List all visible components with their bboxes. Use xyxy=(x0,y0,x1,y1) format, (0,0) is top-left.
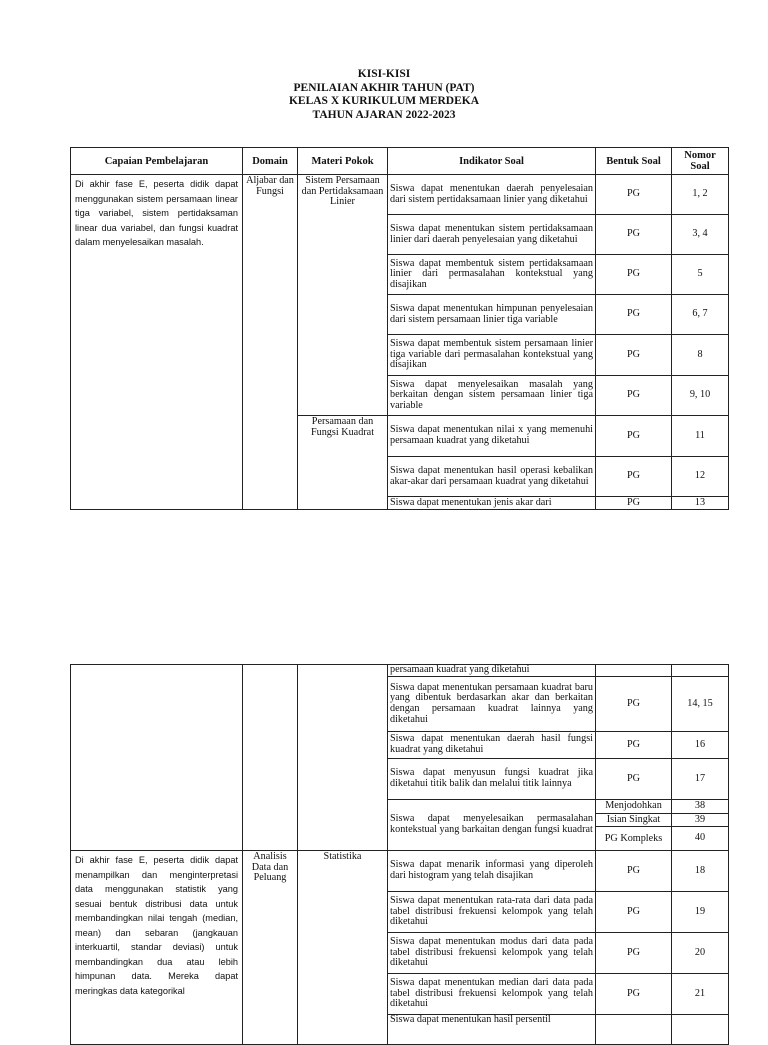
bentuk-cell: PG xyxy=(596,335,672,376)
indikator-cell: Siswa dapat menentukan jenis akar dari xyxy=(388,497,596,510)
nomor-cell: 40 xyxy=(672,827,729,851)
indikator-cell: Siswa dapat menentukan sistem pertidaksamaan linier dari daerah penyelesaian yang diketahui xyxy=(388,215,596,255)
bentuk-cell: PG xyxy=(596,677,672,732)
nomor-cell: 17 xyxy=(672,759,729,800)
bentuk-cell: PG Kompleks xyxy=(596,827,672,851)
nomor-cell: 16 xyxy=(672,732,729,759)
nomor-cell: 19 xyxy=(672,892,729,933)
nomor-cell: 8 xyxy=(672,335,729,376)
indikator-cell: Siswa dapat menentukan daerah hasil fungsi kuadrat yang diketahui xyxy=(388,732,596,759)
bentuk-cell: PG xyxy=(596,974,672,1015)
title-line-1: KISI-KISI xyxy=(357,68,411,80)
indikator-cell: Siswa dapat menentukan hasil persentil xyxy=(388,1015,596,1045)
bentuk-cell: Isian Singkat xyxy=(596,814,672,827)
kisi-kisi-table-page-1 xyxy=(70,147,729,510)
indikator-cell: Siswa dapat menentukan himpunan penyelesaian dari sistem persamaan linier tiga variable xyxy=(388,295,596,335)
nomor-cell: 6, 7 xyxy=(672,295,729,335)
indikator-cell: Siswa dapat membentuk sistem persamaan linier tiga variable dari permasalahan kontekstual yang disajikan xyxy=(388,335,596,376)
materi-cell: Sistem Persamaan dan Pertidaksamaan Linier xyxy=(298,175,388,416)
nomor-cell: 20 xyxy=(672,933,729,974)
bentuk-cell: Menjodohkan xyxy=(596,800,672,814)
bentuk-cell: PG xyxy=(596,215,672,255)
bentuk-cell: PG xyxy=(596,175,672,215)
materi-cell-empty xyxy=(298,665,388,851)
kisi-kisi-table-page-2 xyxy=(70,664,729,1045)
bentuk-cell: PG xyxy=(596,732,672,759)
indikator-cell: Siswa dapat menentukan rata-rata dari data pada tabel distribusi frekuensi kelompok yang telah diketahui xyxy=(388,892,596,933)
document-title xyxy=(0,68,768,122)
header-bentuk: Bentuk Soal xyxy=(596,148,672,175)
nomor-cell: 11 xyxy=(672,416,729,457)
bentuk-cell: PG xyxy=(596,892,672,933)
bentuk-cell: PG xyxy=(596,255,672,295)
domain-cell-empty xyxy=(243,665,298,851)
title-line-4: TAHUN AJARAN 2022-2023 xyxy=(312,108,456,121)
indikator-cell: persamaan kuadrat yang diketahui xyxy=(388,665,596,677)
title-line-2: PENILAIAN AKHIR TAHUN (PAT) xyxy=(293,81,475,94)
domain-cell: Aljabar dan Fungsi xyxy=(243,175,298,510)
header-nomor: Nomor Soal xyxy=(672,148,729,175)
title-line-3: KELAS X KURIKULUM MERDEKA xyxy=(288,95,480,107)
bentuk-cell: PG xyxy=(596,416,672,457)
nomor-cell: 21 xyxy=(672,974,729,1015)
domain-cell: Analisis Data dan Peluang xyxy=(243,851,298,1045)
bentuk-cell xyxy=(596,1015,672,1045)
nomor-cell xyxy=(672,1015,729,1045)
nomor-cell: 5 xyxy=(672,255,729,295)
header-domain: Domain xyxy=(243,148,298,175)
capaian-cell: Di akhir fase E, peserta didik dapat menggunakan sistem persamaan linear tiga variabel, sistem pertidaksaman linear dua variabel, dan fungsi kuadrat dalam menyelesaikan masalah. xyxy=(71,175,243,510)
indikator-cell: Siswa dapat menentukan persamaan kuadrat baru yang dibentuk berdasarkan akar dan berkaitan dengan persamaan kuadrat lainnya yang diketahui xyxy=(388,677,596,732)
bentuk-cell: PG xyxy=(596,759,672,800)
nomor-cell: 38 xyxy=(672,800,729,814)
nomor-cell: 12 xyxy=(672,457,729,497)
bentuk-cell xyxy=(596,665,672,677)
indikator-cell: Siswa dapat menyusun fungsi kuadrat jika diketahui titik balik dan melalui titik lainnya xyxy=(388,759,596,800)
header-capaian: Capaian Pembelajaran xyxy=(71,148,243,175)
indikator-cell: Siswa dapat membentuk sistem pertidaksamaan linier dari permasalahan kontekstual yang disajikan xyxy=(388,255,596,295)
indikator-cell: Siswa dapat menentukan daerah penyelesaian dari sistem pertidaksamaan linier yang diketahui xyxy=(388,175,596,215)
capaian-cell: Di akhir fase E, peserta didik dapat menampilkan dan menginterpretasi data menggunakan statistik yang sesuai bentuk distribusi data untuk membandingkan nilai tengah (median, mean) dan sebaran (jangkauan interkuartil, standar deviasi) untuk membandingkan dua atau lebih himpunan data. Mereka dapat meringkas data kategorikal xyxy=(71,851,243,1045)
nomor-cell: 9, 10 xyxy=(672,376,729,416)
capaian-cell-empty xyxy=(71,665,243,851)
header-indikator: Indikator Soal xyxy=(388,148,596,175)
bentuk-cell: PG xyxy=(596,295,672,335)
nomor-cell: 13 xyxy=(672,497,729,510)
indikator-cell: Siswa dapat menentukan hasil operasi kebalikan akar-akar dari persamaan kuadrat yang diketahui xyxy=(388,457,596,497)
indikator-cell: Siswa dapat menyelesaikan masalah yang berkaitan dengan sistem persamaan linier tiga variable xyxy=(388,376,596,416)
nomor-cell: 39 xyxy=(672,814,729,827)
materi-cell: Persamaan dan Fungsi Kuadrat xyxy=(298,416,388,510)
bentuk-cell: PG xyxy=(596,851,672,892)
header-materi: Materi Pokok xyxy=(298,148,388,175)
nomor-cell xyxy=(672,665,729,677)
indikator-cell: Siswa dapat menentukan nilai x yang memenuhi persamaan kuadrat yang diketahui xyxy=(388,416,596,457)
nomor-cell: 3, 4 xyxy=(672,215,729,255)
indikator-cell: Siswa dapat menarik informasi yang diperoleh dari histogram yang telah disajikan xyxy=(388,851,596,892)
page-separator xyxy=(0,560,768,610)
bentuk-cell: PG xyxy=(596,933,672,974)
indikator-cell: Siswa dapat menentukan modus dari data pada tabel distribusi frekuensi kelompok yang telah diketahui xyxy=(388,933,596,974)
bentuk-cell: PG xyxy=(596,457,672,497)
bentuk-cell: PG xyxy=(596,376,672,416)
bentuk-cell: PG xyxy=(596,497,672,510)
indikator-cell: Siswa dapat menentukan median dari data pada tabel distribusi frekuensi kelompok yang telah diketahui xyxy=(388,974,596,1015)
materi-cell: Statistika xyxy=(298,851,388,1045)
nomor-cell: 18 xyxy=(672,851,729,892)
nomor-cell: 14, 15 xyxy=(672,677,729,732)
nomor-cell: 1, 2 xyxy=(672,175,729,215)
indikator-cell: Siswa dapat menyelesaikan permasalahan kontekstual yang barkaitan dengan fungsi kuadrat xyxy=(388,800,596,851)
